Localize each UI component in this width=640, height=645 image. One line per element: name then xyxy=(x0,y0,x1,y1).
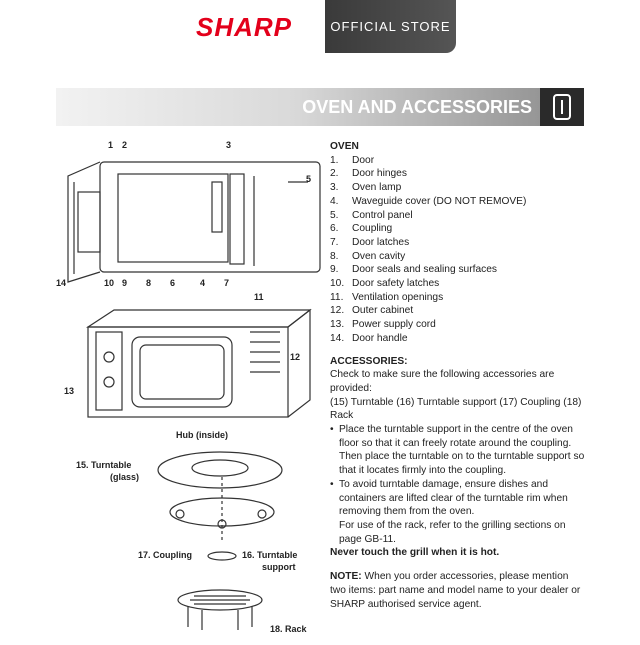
accessories-heading: ACCESSORIES: xyxy=(330,355,408,367)
sharp-logo[interactable]: SHARP xyxy=(196,12,293,42)
diagram-label-3: 3 xyxy=(226,140,232,150)
list-item: 9. Door seals and sealing surfaces xyxy=(330,264,497,276)
store-header-bar xyxy=(0,0,640,56)
rack-label: 18. Rack xyxy=(270,624,307,634)
support-label-2: support xyxy=(262,562,296,572)
diagram-label-4: 4 xyxy=(200,278,206,288)
diagram-label-14: 14 xyxy=(56,278,67,288)
list-item: 3. Oven lamp xyxy=(330,182,402,194)
list-item: 4. Waveguide cover (DO NOT REMOVE) xyxy=(330,195,527,207)
coupling-label: 17. Coupling xyxy=(138,550,192,560)
diagram-label-12: 12 xyxy=(290,352,301,362)
grill-warning: Never touch the grill when it is hot. xyxy=(330,547,500,559)
list-item: 12. Outer cabinet xyxy=(330,305,414,317)
diagram-label-5: 5 xyxy=(306,174,312,184)
list-item: 14. Door handle xyxy=(330,332,408,344)
turntable-glass-label: (glass) xyxy=(110,472,140,482)
accessories-list: (15) Turntable (16) Turntable support (17) Coupling (18) Rack xyxy=(330,396,582,422)
diagram-label-11: 11 xyxy=(254,292,264,302)
accessories-note: NOTE: When you order accessories, please mention two items: part name and model name to your dealer or SHARP authorised service agent. xyxy=(330,571,581,610)
support-label: 16. Turntable xyxy=(242,550,298,560)
diagram-label-6: 6 xyxy=(170,278,176,288)
accessories-intro: Check to make sure the following accessories are provided: xyxy=(330,369,555,394)
turntable-label: 15. Turntable xyxy=(76,460,132,470)
diagram-label-2: 2 xyxy=(122,140,128,150)
list-item: 11. Ventilation openings xyxy=(330,291,444,303)
faint-bleed-through xyxy=(150,66,500,76)
oven-diagram xyxy=(40,132,330,640)
list-item: 6. Coupling xyxy=(330,223,393,235)
list-item: 5. Control panel xyxy=(330,209,413,221)
microwave-tab-icon xyxy=(540,88,584,126)
diagram-label-1: 1 xyxy=(108,140,114,150)
oven-heading: OVEN xyxy=(330,141,359,152)
list-item: 2. Door hinges xyxy=(330,168,407,180)
bullet-turntable-support: • Place the turntable support in the centre of the oven floor so that it can freely rotate around the coupling. Then place the turntable on to the turntable support so that it locates firmly into the coupling. xyxy=(330,424,585,477)
diagram-label-7: 7 xyxy=(224,278,230,288)
diagram-label-8: 8 xyxy=(146,278,152,288)
section-header xyxy=(56,88,584,126)
list-item: 1. Door xyxy=(330,154,375,166)
list-item: 7. Door latches xyxy=(330,236,410,248)
oven-parts-list xyxy=(330,154,586,346)
bullet-turntable-damage: • To avoid turntable damage, ensure dishes and containers are lifted clear of the turntable rim when removing them from the oven. xyxy=(330,478,568,518)
official-store-badge[interactable]: OFFICIAL STORE xyxy=(325,0,456,53)
diagram-label-13: 13 xyxy=(64,386,75,396)
parts-text-column xyxy=(330,140,586,611)
diagram-label-10: 10 xyxy=(104,278,115,288)
list-item: 8. Oven cavity xyxy=(330,250,406,262)
list-item: 10. Door safety latches xyxy=(330,278,440,290)
section-title: OVEN AND ACCESSORIES xyxy=(302,97,532,117)
list-item: 13. Power supply cord xyxy=(330,319,436,331)
grill-reference: For use of the rack, refer to the grilling sections on page GB-11. xyxy=(339,519,566,545)
diagram-label-9: 9 xyxy=(122,278,128,288)
hub-label: Hub (inside) xyxy=(176,430,228,440)
